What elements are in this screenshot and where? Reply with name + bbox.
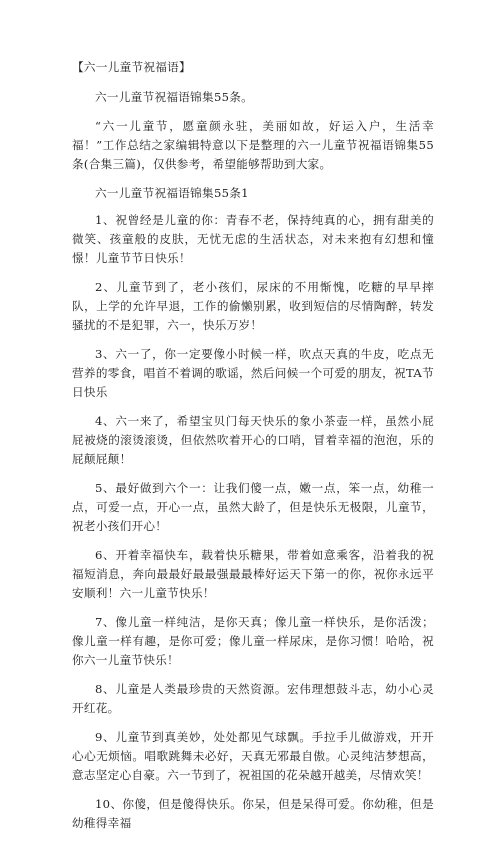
blessing-item: 6、开着幸福快车，载着快乐糖果，带着如意乘客，沿着我的祝福短消息，奔向最最好最最强最最棒好运天下第一的你，祝你永远平安顺利！六一儿童节快乐！ [72,548,434,600]
blessing-item: 7、像儿童一样纯洁，是你天真；像儿童一样快乐，是你活泼；像儿童一样有趣，是你可爱；像儿童一样尿床，是你习惯！哈哈，祝你六一儿童节快乐！ [72,615,434,667]
blessing-item: 8、儿童是人类最珍贵的天然资源。宏伟理想鼓斗志，幼小心灵开红花。 [72,682,434,715]
document-title: 【六一儿童节祝福语】 [72,60,191,74]
blessing-item: 3、六一了，你一定要像小时候一样，吹点天真的牛皮，吃点无营养的零食，唱首不着调的歌谣，然后问候一个可爱的朋友，祝TA节日快乐 [72,347,434,399]
document-body [72,58,434,843]
document-subtitle: 六一儿童节祝福语锦集55条。 [95,90,254,104]
blessing-item: 4、六一来了，希望宝贝门每天快乐的象小茶壶一样，虽然小屁屁被烧的滚烫滚烫，但依然吹着开心的口哨，冒着幸福的泡泡，乐的屁颠屁颠！ [72,414,434,466]
intro-paragraph: “六一儿童节，愿童颜永驻，美丽如故，好运入户，生活幸福！”工作总结之家编辑特意以下是整理的六一儿童节祝福语锦集55条(合集三篇)，仅供参考，希望能够帮助到大家。 [72,119,434,171]
blessing-item: 2、儿童节到了，老小孩们，尿床的不用惭愧，吃糖的早早摔队，上学的允许早退，工作的偷懒别累，收到短信的尽情陶醉，转发骚扰的不是犯罪，六一，快乐万岁！ [72,280,434,332]
blessing-item: 10、你傻，但是傻得快乐。你呆，但是呆得可爱。你幼稚，但是幼稚得幸福 [72,797,434,830]
blessing-item: 1、祝曾经是儿童的你：青春不老，保持纯真的心，拥有甜美的微笑、孩童般的皮肤，无忧无虑的生活状态，对未来抱有幻想和憧憬！儿童节节日快乐！ [72,213,434,265]
section-heading: 六一儿童节祝福语锦集55条1 [95,186,249,200]
blessing-item: 5、最好做到六个一：让我们傻一点，嫩一点，笨一点，幼稚一点，可爱一点，开心一点，虽然大龄了，但是快乐无极限，儿童节，祝老小孩们开心！ [72,481,434,533]
blessing-item: 9、儿童节到真美妙，处处都见气球飘。手拉手儿做游戏，开开心心无烦恼。唱歌跳舞未必好，天真无邪最自傲。心灵纯洁梦想高，意志坚定心自豪。六一节到了，祝祖国的花朵越开越美，尽情欢笑！ [72,730,434,782]
